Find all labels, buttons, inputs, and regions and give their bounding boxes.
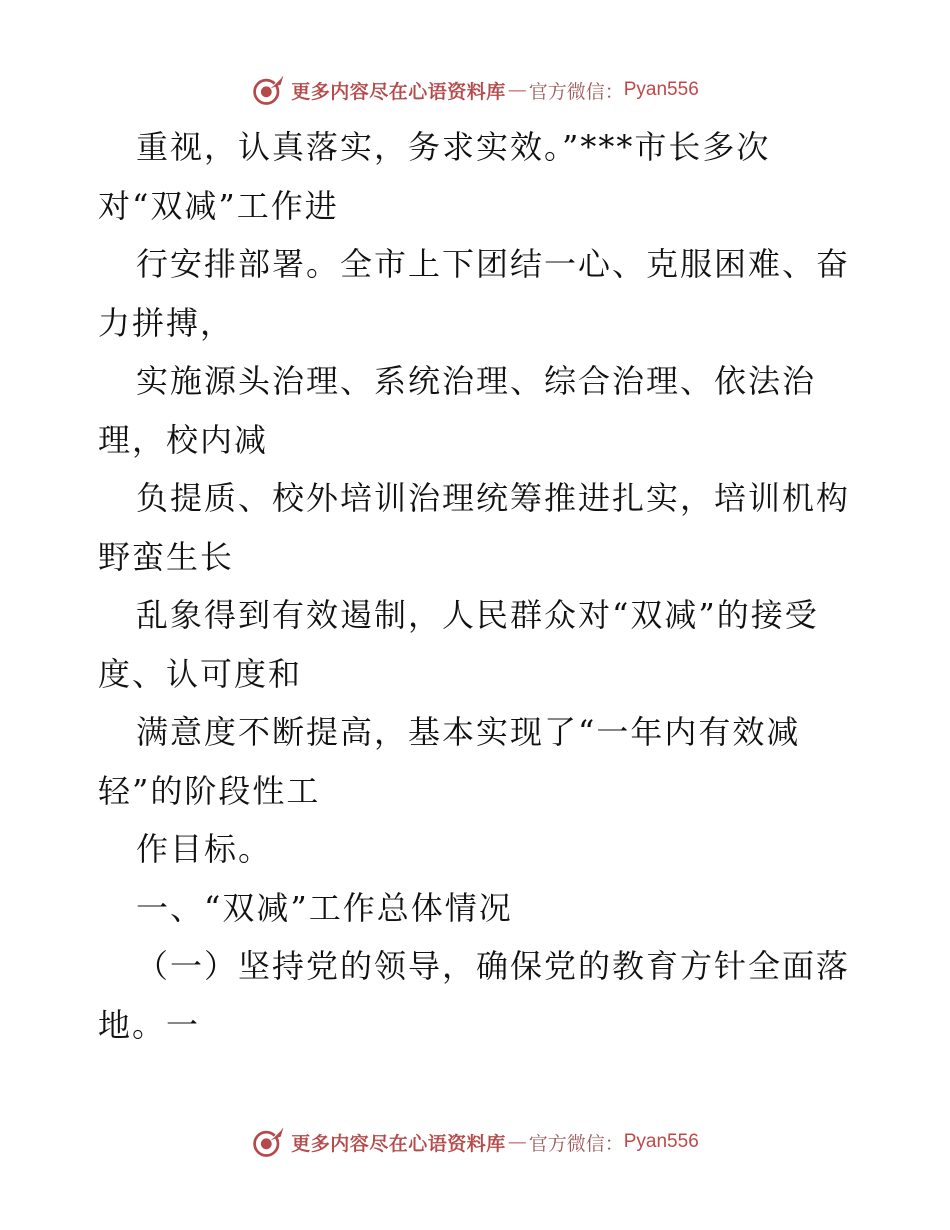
watermark-main-text: 更多内容尽在心语资料库 — [291, 80, 506, 103]
text-line: 度、认可度和 — [98, 654, 303, 693]
watermark-dash: — — [507, 1131, 527, 1153]
watermark-footer — [0, 1124, 950, 1160]
text-line: 地。一 — [98, 1005, 201, 1044]
text-line: 轻”的阶段性工 — [98, 771, 321, 810]
text-line: 乱象得到有效遏制，人民群众对“双减”的接受 — [136, 596, 819, 634]
watermark-dash: — — [507, 79, 527, 101]
text-line: 负提质、校外培训治理统筹推进扎实，培训机构 — [136, 479, 851, 517]
watermark-main-text: 更多内容尽在心语资料库 — [291, 1132, 506, 1155]
text-line: 重视，认真落实，务求实效。”***市长多次 — [136, 128, 771, 166]
text-line: 满意度不断提高，基本实现了“一年内有效减 — [136, 713, 801, 751]
quill-logo-icon — [251, 72, 287, 108]
watermark-id: Pyan556 — [623, 79, 699, 100]
text-line: （一）坚持党的领导，确保党的教育方针全面落 — [136, 947, 851, 985]
text-line: 一、“双减”工作总体情况 — [136, 888, 513, 927]
watermark-sub-text: 官方微信： — [528, 80, 624, 103]
text-line: 理，校内减 — [98, 420, 269, 459]
watermark-sub-text: 官方微信： — [528, 1132, 624, 1155]
text-line: 力拼搏， — [98, 303, 235, 342]
text-line: 对“双减”工作进 — [98, 186, 339, 225]
watermark-id: Pyan556 — [623, 1131, 699, 1152]
text-line: 野蛮生长 — [98, 537, 235, 576]
text-line: 作目标。 — [136, 830, 273, 868]
document-body — [98, 118, 858, 1054]
text-line: 实施源头治理、系统治理、综合治理、依法治 — [136, 362, 817, 400]
text-line: 行安排部署。全市上下团结一心、克服困难、奋 — [136, 245, 851, 283]
watermark-header — [0, 72, 950, 108]
quill-logo-icon — [251, 1124, 287, 1160]
